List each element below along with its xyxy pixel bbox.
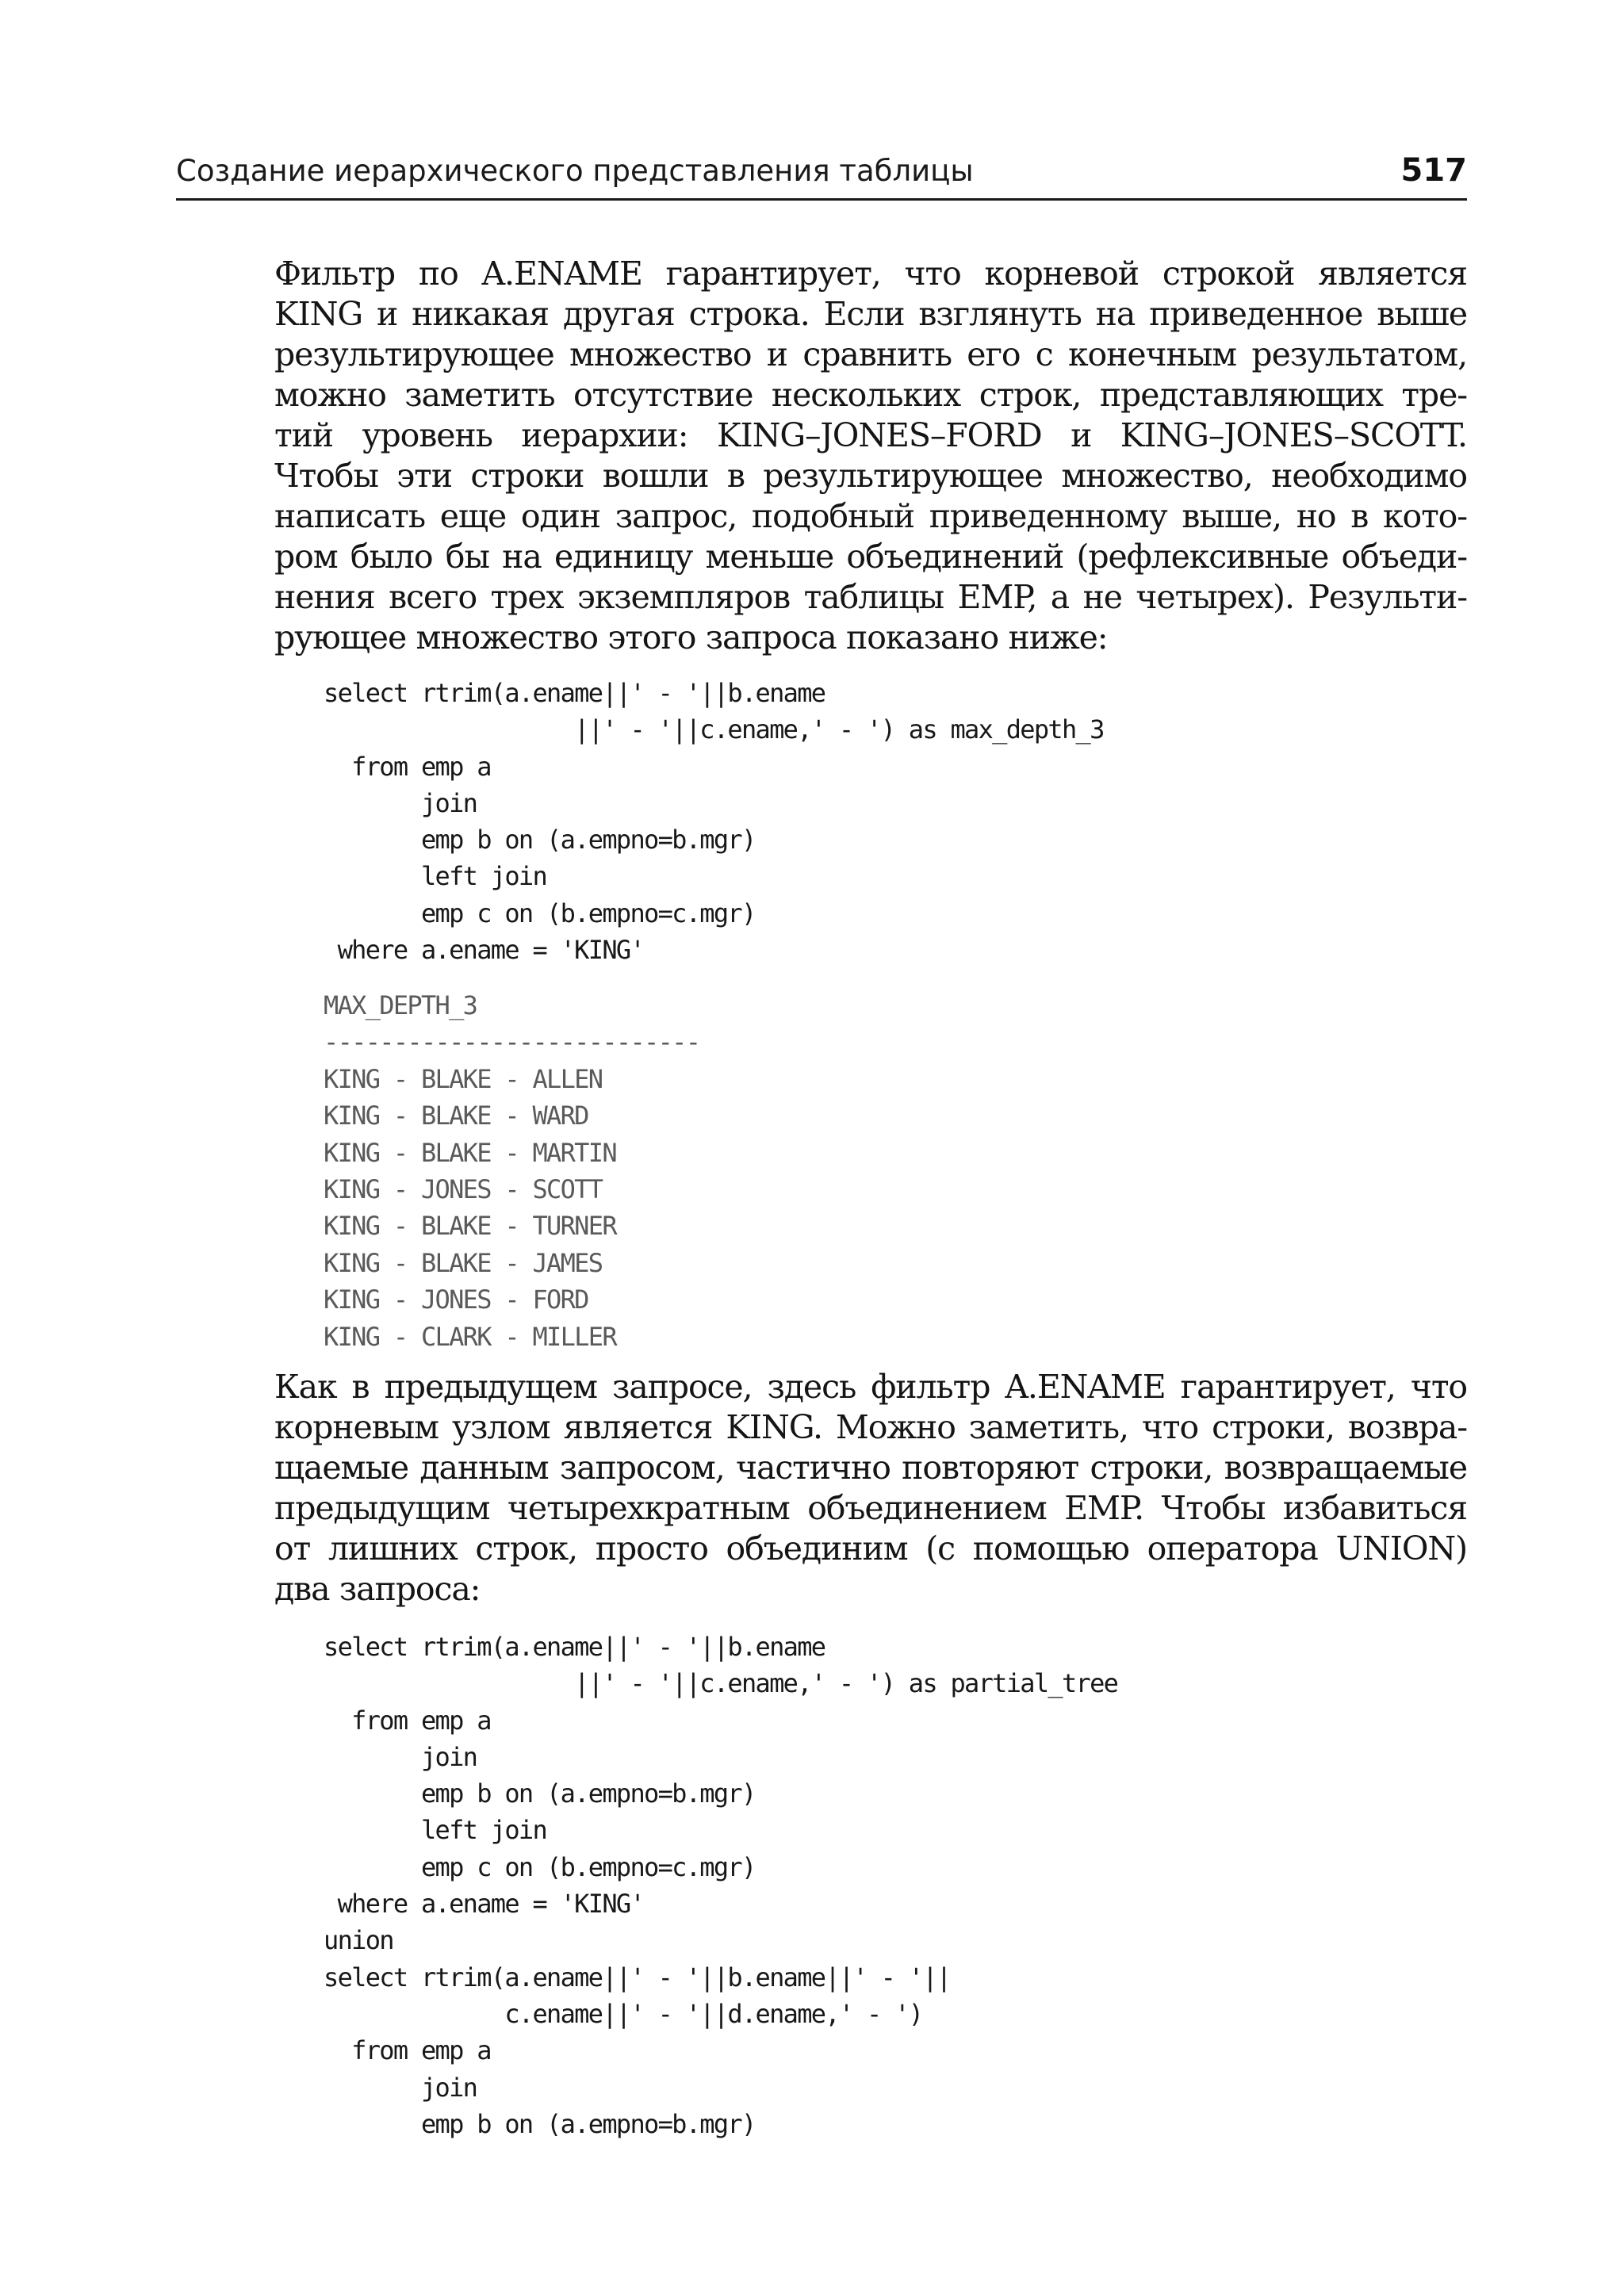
code-line: emp c on (b.empno=c.mgr)	[324, 898, 756, 928]
code-line: emp c on (b.empno=c.mgr)	[324, 1851, 756, 1882]
paragraph-line: ром было бы на единицу меньше объединений (рефлексивные объеди-	[274, 538, 1467, 576]
paragraph-union-explanation	[274, 1367, 1467, 1610]
code-line: emp b on (a.empno=b.mgr)	[324, 825, 756, 856]
result-row: KING - BLAKE - MARTIN	[324, 1137, 616, 1168]
result-row: KING - JONES - SCOTT	[324, 1174, 603, 1205]
code-line: emp b on (a.empno=b.mgr)	[324, 2108, 756, 2139]
code-line: from emp a	[324, 2035, 491, 2066]
code-line: left join	[324, 861, 547, 892]
code-line: left join	[324, 1815, 547, 1846]
result-row: KING - CLARK - MILLER	[324, 1321, 616, 1352]
page-number: 517	[1400, 152, 1467, 189]
paragraph-line: тий уровень иерархии: KING–JONES–FORD и KING–JONES–SCOTT.	[274, 416, 1467, 454]
result-row: KING - BLAKE - ALLEN	[324, 1063, 603, 1094]
code-listing-partial-tree	[324, 1629, 1117, 2142]
paragraph-line: предыдущим четырехкратным объединением EMP. Чтобы избавиться	[274, 1489, 1467, 1527]
code-line: union	[324, 1925, 393, 1956]
result-row: KING - JONES - FORD	[324, 1284, 588, 1315]
paragraph-filter-explanation	[274, 254, 1467, 658]
code-line: c.ename||' - '||d.ename,' - ')	[324, 1998, 923, 2029]
paragraph-line: Фильтр по A.ENAME гарантирует, что корневой строкой является	[274, 255, 1467, 293]
query-result-max-depth-3	[324, 987, 699, 1355]
paragraph-line: два запроса:	[274, 1570, 481, 1608]
paragraph-line: щаемые данным запросом, частично повторяют строки, возвращаемые	[274, 1449, 1467, 1487]
paragraph-line: результирующее множество и сравнить его с конечным результатом,	[274, 335, 1467, 373]
paragraph-line: KING и никакая другая строка. Если взглянуть на приведенное выше	[274, 295, 1467, 333]
paragraph-line: от лишних строк, просто объединим (с помощью оператора UNION)	[274, 1529, 1467, 1568]
result-separator: ---------------------------	[324, 1027, 700, 1058]
result-row: KING - BLAKE - WARD	[324, 1101, 588, 1131]
paragraph-line: корневым узлом является KING. Можно заметить, что строки, возвра-	[274, 1408, 1467, 1446]
running-header	[176, 147, 1467, 201]
code-line: select rtrim(a.ename||' - '||b.ename	[324, 1632, 825, 1662]
chapter-title: Создание иерархического представления таблицы	[176, 154, 974, 188]
paragraph-line: можно заметить отсутствие нескольких строк, представляющих тре-	[274, 376, 1467, 414]
code-line: ||' - '||c.ename,' - ') as partial_tree	[324, 1668, 1118, 1699]
code-line: join	[324, 787, 477, 818]
code-line: where a.ename = 'KING'	[324, 935, 645, 966]
paragraph-line: Чтобы эти строки вошли в результирующее множество, необходимо	[274, 457, 1467, 495]
code-line: from emp a	[324, 751, 491, 782]
code-line: select rtrim(a.ename||' - '||b.ename||' - '||	[324, 1962, 951, 1992]
code-line: select rtrim(a.ename||' - '||b.ename	[324, 678, 825, 708]
code-line: where a.ename = 'KING'	[324, 1889, 645, 1920]
code-line: ||' - '||c.ename,' - ') as max_depth_3	[324, 714, 1104, 745]
code-line: join	[324, 2072, 477, 2103]
code-line: join	[324, 1741, 477, 1772]
paragraph-line: написать еще один запрос, подобный приведенному выше, но в кото-	[274, 497, 1467, 535]
paragraph-line: Как в предыдущем запросе, здесь фильтр A.ENAME гарантирует, что	[274, 1368, 1467, 1406]
code-listing-max-depth-3	[324, 675, 1104, 968]
paragraph-line: рующее множество этого запроса показано ниже:	[274, 618, 1108, 657]
code-line: emp b on (a.empno=b.mgr)	[324, 1778, 756, 1809]
result-header: MAX_DEPTH_3	[324, 990, 477, 1020]
paragraph-line: нения всего трех экземпляров таблицы EMP, а не четырех). Результи-	[274, 578, 1467, 616]
result-row: KING - BLAKE - JAMES	[324, 1247, 603, 1278]
code-line: from emp a	[324, 1705, 491, 1736]
result-row: KING - BLAKE - TURNER	[324, 1211, 616, 1242]
